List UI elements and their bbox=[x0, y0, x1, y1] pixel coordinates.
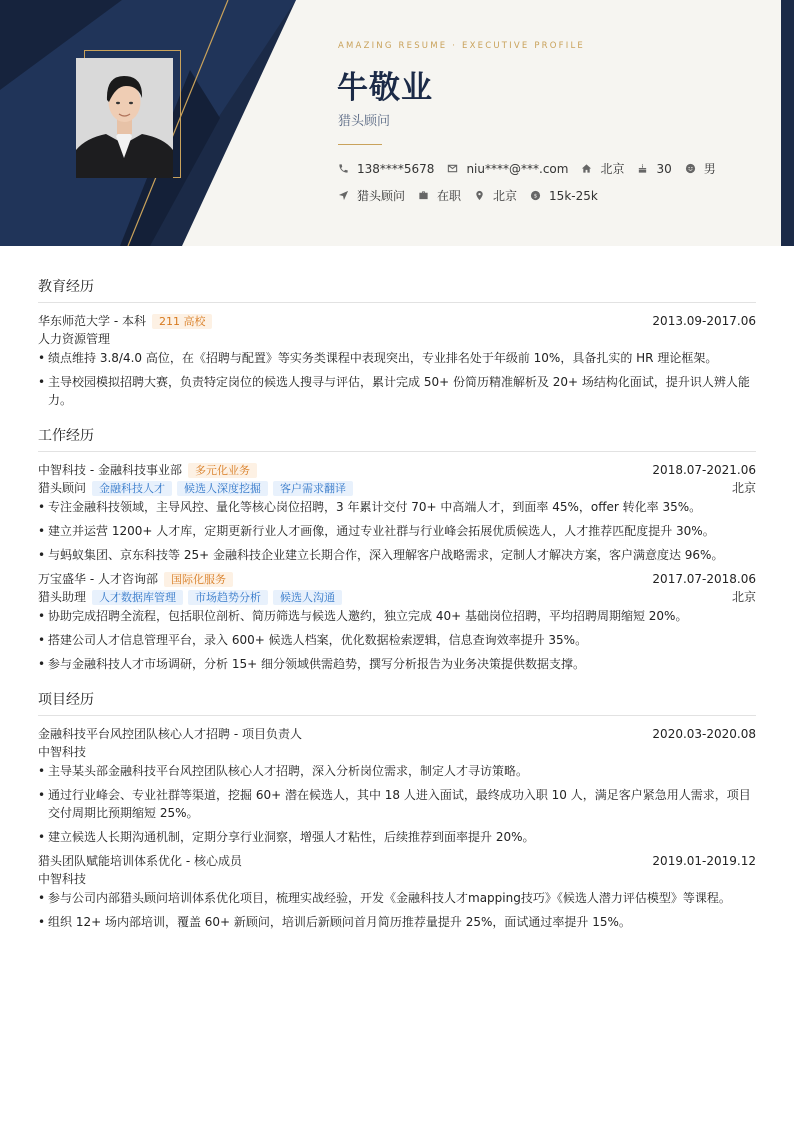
gold-divider bbox=[338, 144, 382, 145]
header-subtitle: AMAZING RESUME · EXECUTIVE PROFILE bbox=[338, 41, 585, 51]
project-entry bbox=[38, 852, 756, 931]
skill-tag: 候选人沟通 bbox=[273, 590, 342, 605]
position: 猎头助理 bbox=[38, 590, 87, 604]
list-item: • 建立候选人长期沟通机制，定期分享行业洞察，增强人才粘性，后续推荐到面率提升 20%。 bbox=[38, 828, 756, 846]
project-org: 中智科技 bbox=[38, 745, 87, 759]
project-date: 2019.01-2019.12 bbox=[652, 854, 756, 868]
target-city-item bbox=[474, 187, 517, 204]
project-name: 金融科技平台风控团队核心人才招聘 - 项目负责人 bbox=[38, 727, 302, 741]
age-item bbox=[637, 162, 671, 176]
cake-icon bbox=[637, 163, 648, 174]
project-entry bbox=[38, 725, 756, 846]
company-name: 中智科技 - 金融科技事业部 bbox=[38, 463, 182, 477]
skill-tag: 市场趋势分析 bbox=[188, 590, 268, 605]
education-date: 2013.09-2017.06 bbox=[652, 314, 756, 328]
list-item: • 组织 12+ 场内部培训，覆盖 60+ 新顾问，培训后新顾问首月简历推荐量提升 25%，面试通过率提升 15%。 bbox=[38, 913, 756, 931]
svg-text:$: $ bbox=[533, 193, 538, 200]
list-item: • 参与公司内部猎头顾问培训体系优化项目，梳理实战经验，开发《金融科技人才mapping技巧》《候选人潜力评估模型》等课程。 bbox=[38, 889, 756, 907]
section-title: 工作经历 bbox=[38, 425, 756, 452]
phone-item bbox=[338, 162, 434, 176]
project-bullets bbox=[38, 762, 756, 846]
work-entry bbox=[38, 570, 756, 673]
money-icon bbox=[530, 190, 541, 201]
list-item: • 参与金融科技人才市场调研，分析 15+ 细分领域供需趋势，撰写分析报告为业务决策提供数据支撑。 bbox=[38, 655, 756, 673]
location-pin-icon bbox=[474, 190, 485, 201]
age-text: 30 bbox=[656, 161, 672, 176]
skill-tag: 候选人深度挖掘 bbox=[177, 481, 268, 496]
company-name: 万宝盛华 - 人才咨询部 bbox=[38, 572, 158, 586]
resume-body bbox=[38, 276, 756, 947]
skill-tag: 金融科技人才 bbox=[92, 481, 172, 496]
skill-tag: 人才数据库管理 bbox=[92, 590, 183, 605]
list-item: • 专注金融科技领域，主导风控、量化等核心岗位招聘，3 年累计交付 70+ 中高端人才，到面率 45%，offer 转化率 35%。 bbox=[38, 498, 756, 516]
work-bullets bbox=[38, 498, 756, 564]
email-text: niu****@***.com bbox=[466, 161, 569, 176]
position: 猎头顾问 bbox=[38, 481, 87, 495]
target-role-item bbox=[338, 187, 405, 204]
briefcase-icon bbox=[418, 190, 429, 201]
candidate-role: 猎头顾问 bbox=[338, 114, 391, 129]
project-org: 中智科技 bbox=[38, 872, 87, 886]
section-title: 教育经历 bbox=[38, 276, 756, 303]
send-icon bbox=[338, 190, 349, 201]
school-name: 华东师范大学 - 本科 bbox=[38, 314, 146, 328]
major: 人力资源管理 bbox=[38, 332, 111, 346]
list-item: • 主导某头部金融科技平台风控团队核心人才招聘，深入分析岗位需求，制定人才寻访策略。 bbox=[38, 762, 756, 780]
list-item: • 主导校园模拟招聘大赛，负责特定岗位的候选人搜寻与评估，累计完成 50+ 份简历精准解析及 20+ 场结构化面试，提升识人辨人能力。 bbox=[38, 373, 756, 409]
projects-section bbox=[38, 689, 756, 931]
right-accent-bar bbox=[781, 0, 794, 246]
education-entry bbox=[38, 312, 756, 409]
skill-tag: 客户需求翻译 bbox=[273, 481, 353, 496]
list-item: • 协助完成招聘全流程，包括职位剖析、简历筛选与候选人邀约，独立完成 40+ 基础岗位招聘，平均招聘周期缩短 20%。 bbox=[38, 607, 756, 625]
salary-item bbox=[530, 189, 598, 203]
work-date: 2018.07-2021.06 bbox=[652, 463, 756, 477]
phone-icon bbox=[338, 163, 349, 174]
education-section bbox=[38, 276, 756, 409]
work-date: 2017.07-2018.06 bbox=[652, 572, 756, 586]
target-city-text: 北京 bbox=[493, 189, 518, 203]
school-tag: 211 高校 bbox=[152, 314, 213, 329]
list-item: • 通过行业峰会、专业社群等渠道，挖掘 60+ 潜在候选人，其中 18 人进入面试，最终成功入职 10 人，满足客户紧急用人需求，项目交付周期比预期缩短 25%。 bbox=[38, 786, 756, 822]
gender-item bbox=[685, 160, 716, 177]
target-role-text: 猎头顾问 bbox=[357, 189, 406, 203]
company-tag: 国际化服务 bbox=[164, 572, 233, 587]
list-item: • 搭建公司人才信息管理平台，录入 600+ 候选人档案，优化数据检索逻辑，信息查询效率提升 35%。 bbox=[38, 631, 756, 649]
intent-row bbox=[338, 187, 611, 204]
gender-text: 男 bbox=[703, 162, 716, 176]
status-text: 在职 bbox=[437, 189, 462, 203]
work-bullets bbox=[38, 607, 756, 673]
hometown-item bbox=[581, 160, 624, 177]
project-date: 2020.03-2020.08 bbox=[652, 727, 756, 741]
company-tag: 多元化业务 bbox=[188, 463, 257, 478]
education-bullets bbox=[38, 349, 756, 409]
salary-text: 15k-25k bbox=[549, 188, 598, 203]
candidate-name: 牛敬业 bbox=[337, 70, 433, 106]
profile-photo bbox=[76, 58, 173, 178]
project-bullets bbox=[38, 889, 756, 931]
list-item: • 与蚂蚁集团、京东科技等 25+ 金融科技企业建立长期合作，深入理解客户战略需求，定制人才解决方案，客户满意度达 96%。 bbox=[38, 546, 756, 564]
resume-header bbox=[0, 0, 794, 246]
project-name: 猎头团队赋能培训体系优化 - 核心成员 bbox=[38, 854, 242, 868]
section-title: 项目经历 bbox=[38, 689, 756, 716]
email-item bbox=[447, 162, 568, 176]
status-item bbox=[418, 187, 461, 204]
mail-icon bbox=[447, 163, 458, 174]
work-section bbox=[38, 425, 756, 673]
list-item: • 绩点维持 3.8/4.0 高位，在《招聘与配置》等实务类课程中表现突出，专业排名处于年级前 10%，具备扎实的 HR 理论框架。 bbox=[38, 349, 756, 367]
work-entry bbox=[38, 461, 756, 564]
phone-text: 138****5678 bbox=[357, 161, 435, 176]
list-item: • 建立并运营 1200+ 人才库，定期更新行业人才画像，通过专业社群与行业峰会拓展优质候选人，人才推荐匹配度提升 30%。 bbox=[38, 522, 756, 540]
work-city: 北京 bbox=[731, 590, 756, 604]
smiley-icon bbox=[685, 163, 696, 174]
home-icon bbox=[581, 163, 592, 174]
work-city: 北京 bbox=[731, 481, 756, 495]
hometown-text: 北京 bbox=[600, 162, 625, 176]
contact-row bbox=[338, 160, 729, 177]
